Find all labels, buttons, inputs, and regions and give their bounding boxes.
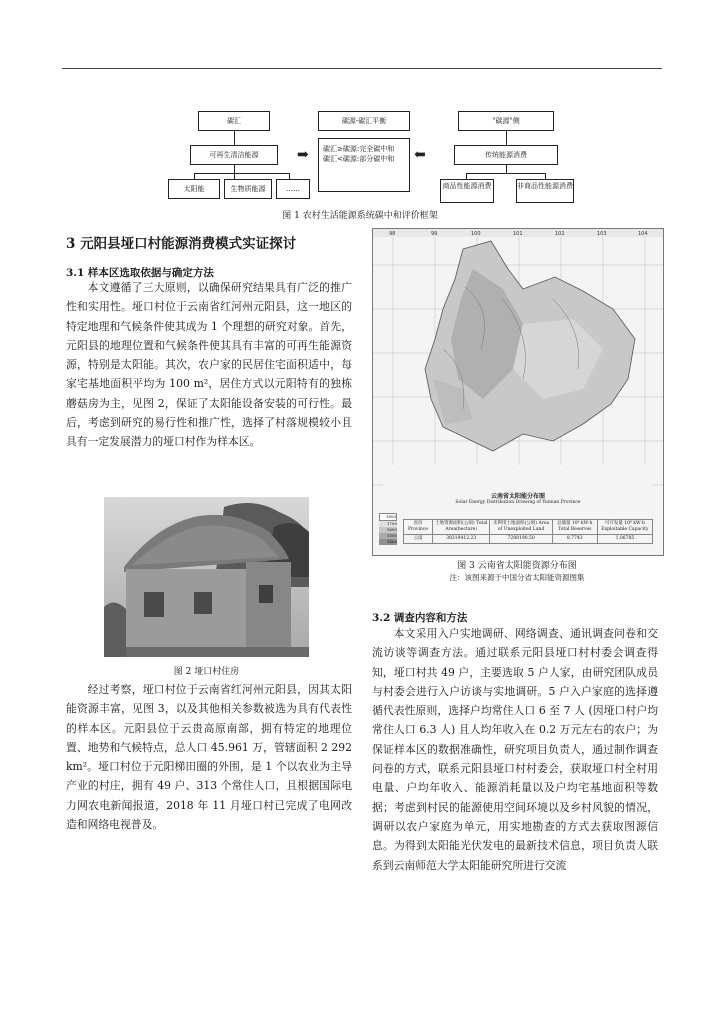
figure3-note: 注：该图来源于中国分省太阳能资源图集 bbox=[449, 573, 585, 582]
section31-title: 3.1 样本区选取依据与确定方法 bbox=[66, 267, 214, 279]
carbon-sink-box: 碳汇 bbox=[198, 111, 270, 131]
traditional-energy-box: 传统能源消费 bbox=[454, 145, 558, 165]
biomass-box: 生物质能源 bbox=[224, 179, 272, 199]
commercial-energy-box: 商品性能源消费 bbox=[440, 179, 494, 203]
svg-text:102: 102 bbox=[555, 231, 565, 237]
map-title-en: Solar Energy Distribution Drawing of Yunnan Province bbox=[455, 500, 581, 505]
map-legend: 1800 1700 1600 1500 1400 bbox=[379, 513, 397, 545]
solar-map-figure bbox=[372, 228, 664, 556]
figure3-caption: 图 3 云南省太阳能资源分布图 bbox=[457, 561, 577, 571]
section32-para: 本文采用入户实地调研、网络调查、通讯调查问卷和交流访谈等调查方法。通过联系元阳县垭口村村委会调查得知，垭口村共 49 户，主要选取 5 户人家，由研究团队成员与村委会进行入户访谈与实地调研。5 户入户家庭的选择遵循代表性原则，选择户均常住人口 6 至 7 人 (因垭口村户均常住人口 6.3 人) 且人均年收入在 0.2 万元左右的农户；为保证样本区的数据准确性，研究项目负责人，通过制作调查问卷的方式，联系元阳县垭口村村委会，获取垭口村全村用电量、户均年收入、能源消耗量以及户均宅基地面积等数据；考虑到村民的能源使用空间环境以及乡村风貌的情况，调研以农户家庭为单元，用实地勘查的方式去获取图源信息。为得到太阳能光伏发电的最新技术信息，项目负责人联系到云南师范大学太阳能研究所进行交流 bbox=[372, 627, 658, 872]
map-title-cn: 云南省太阳能分布图 bbox=[490, 493, 545, 500]
section31-para2: 经过考察，垭口村位于云南省红河州元阳县，因其太阳能资源丰富，见图 3，以及其他相关参数被选为具有代表性的样本区。元阳县位于云贵高原南部，拥有特定的地理位置、地势和气候特点，总人口 45.961 万，管辖面积 2 292 km²。垭口村位于元阳梯田圈的外围，是 1 个以农业为主导产业的村庄，拥有 49 户、313 个常住人口，且根据国际电力网农电新闻报道，2018 年 11 月垭口村已完成了电网改造和网络电视普及。 bbox=[66, 683, 352, 832]
svg-text:101: 101 bbox=[513, 231, 523, 237]
source-side-box: "碳源"侧 bbox=[458, 111, 554, 131]
more-box: …… bbox=[276, 179, 310, 199]
map-data-table: 省份 Province 土地资源面积(公顷) Total Area(hectare) 未利用土地面积(公顷) Area of Unexploited Land 总储量 10⁸ kW·h Total Reserves 可开发量 10⁸ kW·h Exploitable Capacity 云南 38319412.23 7288190.50 8.7743 1.06785 bbox=[403, 519, 653, 544]
figure1-caption: 图 1 农村生活能源系统碳中和评价框架 bbox=[282, 211, 438, 221]
svg-text:100: 100 bbox=[471, 231, 481, 237]
header-rule bbox=[62, 68, 662, 69]
house-photo bbox=[104, 497, 309, 657]
balance-title-box: 碳源-碳汇平衡 bbox=[318, 111, 410, 131]
right-arrow-icon: ➡ bbox=[297, 147, 309, 163]
section31-para1: 本文遵循了三大原则，以确保研究结果具有广泛的推广性和实用性。垭口村位于云南省红河州元阳县，这一地区的特定地理和气候条件使其成为 1 个理想的研究对象。首先，元阳县的地理位置和气候条件使其具有丰富的可再生能源资源，特别是太阳能。其次，农户家的民居住宅面积适中，每家宅基地面积平均为 100 m²，居住方式以元阳特有的独栋蘑菇房为主，见图 2，保证了太阳能设备安装的可行性。最后，考虑到研究的易行性和推广性，选择了村落规模较小且具有一定发展潜力的垭口村作为样本区。 bbox=[66, 281, 352, 449]
svg-text:104: 104 bbox=[638, 231, 648, 237]
svg-text:99: 99 bbox=[431, 231, 438, 237]
solar-box: 太阳能 bbox=[168, 179, 220, 199]
section3-title: 3 元阳县垭口村能源消费模式实证探讨 bbox=[66, 236, 297, 252]
left-arrow-icon: ⬅ bbox=[414, 147, 426, 163]
noncommercial-energy-box: 非商品性能源消费 bbox=[516, 179, 574, 203]
svg-text:103: 103 bbox=[597, 231, 607, 237]
balance-body-box: 碳汇≥碳源:完全碳中和 碳汇<碳源:部分碳中和 bbox=[318, 138, 410, 192]
figure2-caption: 图 2 垭口村住房 bbox=[173, 667, 240, 677]
renewable-energy-box: 可再生清洁能源 bbox=[190, 145, 278, 165]
svg-text:98: 98 bbox=[389, 231, 396, 237]
section32-title: 3.2 调查内容和方法 bbox=[372, 612, 468, 624]
